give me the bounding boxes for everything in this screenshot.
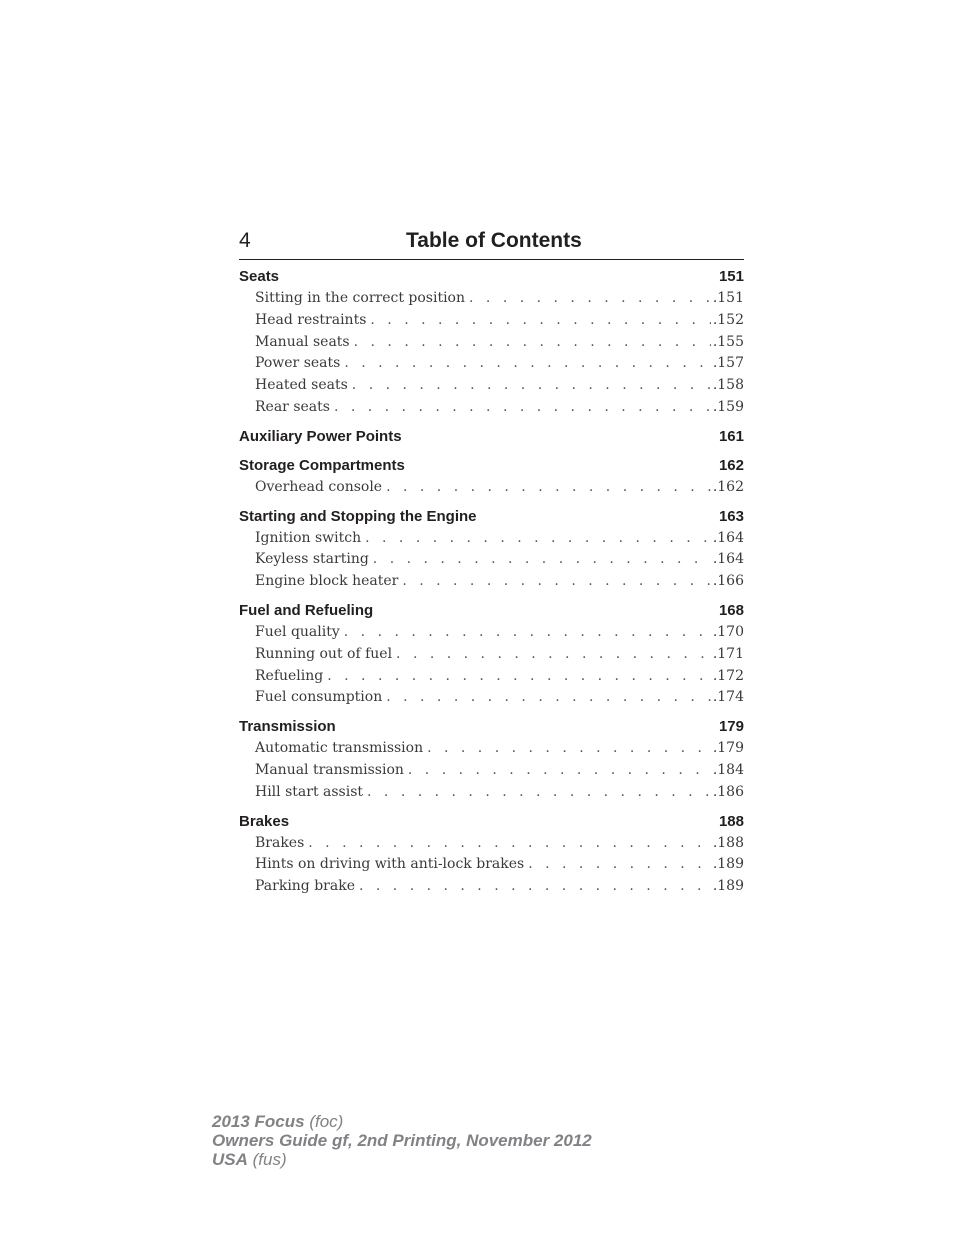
- entry-page-number: .189: [712, 856, 744, 873]
- entry-label: Fuel consumption: [255, 689, 383, 706]
- section-title: Starting and Stopping the Engine: [239, 507, 477, 525]
- section-page-number: 162: [718, 456, 744, 474]
- section-heading[interactable]: [239, 600, 744, 622]
- entry-label: Overhead console: [255, 478, 383, 495]
- entry-page-number: .162: [712, 478, 744, 495]
- dot-leader: [386, 687, 711, 709]
- dot-leader: [367, 782, 711, 804]
- entry-page-number: .186: [712, 783, 744, 800]
- toc-entry[interactable]: [239, 833, 744, 855]
- toc-entry[interactable]: [239, 528, 744, 550]
- entry-page-number: .158: [712, 377, 744, 394]
- section-page-number: 151: [718, 268, 744, 285]
- toc-entry[interactable]: [239, 738, 744, 760]
- toc-entry[interactable]: [239, 876, 744, 898]
- toc-section: [239, 506, 744, 593]
- dot-leader: [354, 332, 711, 354]
- toc-entry[interactable]: [239, 760, 744, 782]
- entry-label: Running out of fuel: [255, 645, 393, 662]
- entry-label: Fuel quality: [255, 623, 340, 640]
- toc-entry[interactable]: [239, 644, 744, 666]
- dot-leader: [344, 622, 711, 644]
- dot-leader: [427, 738, 711, 760]
- entry-page-number: .188: [712, 834, 744, 851]
- toc-entry[interactable]: [239, 310, 744, 332]
- entry-page-number: .164: [712, 529, 744, 546]
- entry-label: Brakes: [255, 834, 305, 851]
- toc-entry[interactable]: [239, 353, 744, 375]
- entry-page-number: .157: [712, 355, 744, 372]
- dot-leader: [408, 760, 711, 782]
- footer-model: 2013 Focus: [212, 1112, 305, 1131]
- entry-label: Rear seats: [255, 398, 330, 415]
- dot-leader: [402, 571, 711, 593]
- toc-entry[interactable]: [239, 687, 744, 709]
- entry-page-number: .170: [712, 623, 744, 640]
- section-heading[interactable]: [239, 426, 744, 448]
- section-page-number: 163: [718, 507, 744, 525]
- dot-leader: [370, 310, 710, 332]
- page-title: Table of Contents: [406, 229, 582, 252]
- entry-label: Keyless starting: [255, 551, 369, 568]
- footer: [212, 1112, 592, 1169]
- entry-page-number: .166: [712, 573, 744, 590]
- section-page-number: 179: [718, 718, 744, 736]
- dot-leader: [344, 353, 711, 375]
- entry-page-number: .171: [712, 645, 744, 662]
- toc-section: [239, 600, 744, 709]
- toc-entry[interactable]: [239, 375, 744, 397]
- toc-entry[interactable]: [239, 549, 744, 571]
- section-page-number: 168: [718, 601, 744, 619]
- section-page-number: 161: [718, 427, 744, 445]
- page-header: [239, 228, 744, 260]
- footer-market-code: (fus): [252, 1150, 287, 1169]
- toc-section: [239, 811, 744, 898]
- entry-page-number: .159: [712, 398, 744, 415]
- entry-label: Power seats: [255, 355, 341, 372]
- toc-entry[interactable]: [239, 288, 744, 310]
- section-title: Transmission: [239, 718, 336, 736]
- footer-market-line: [212, 1150, 592, 1169]
- entry-label: Parking brake: [255, 878, 355, 895]
- section-title: Seats: [239, 268, 280, 285]
- dot-leader: [352, 375, 711, 397]
- toc-entry[interactable]: [239, 397, 744, 419]
- dot-leader: [373, 549, 711, 571]
- entry-page-number: .184: [712, 761, 744, 778]
- dot-leader: [469, 288, 711, 310]
- entry-page-number: .179: [712, 740, 744, 757]
- footer-model-code: (foc): [309, 1112, 344, 1131]
- entry-label: Hints on driving with anti-lock brakes: [255, 856, 525, 873]
- entry-page-number: .155: [712, 333, 744, 350]
- entry-label: Refueling: [255, 667, 324, 684]
- section-title: Brakes: [239, 812, 290, 830]
- dot-leader: [334, 397, 711, 419]
- entry-label: Ignition switch: [255, 529, 362, 546]
- footer-model-line: [212, 1112, 592, 1131]
- dot-leader: [528, 854, 711, 876]
- entry-label: Hill start assist: [255, 783, 364, 800]
- toc-entry[interactable]: [239, 332, 744, 354]
- toc-section: [239, 266, 744, 419]
- entry-label: Engine block heater: [255, 573, 399, 590]
- toc-entry[interactable]: [239, 782, 744, 804]
- section-title: Auxiliary Power Points: [239, 427, 402, 445]
- entry-page-number: .151: [712, 290, 744, 306]
- entry-label: Manual seats: [255, 333, 350, 350]
- section-heading[interactable]: [239, 266, 744, 288]
- toc-section: [239, 716, 744, 803]
- toc-entry[interactable]: [239, 477, 744, 499]
- toc-entry[interactable]: [239, 622, 744, 644]
- section-title: Storage Compartments: [239, 456, 405, 474]
- toc-section: [239, 455, 744, 499]
- section-heading[interactable]: [239, 506, 744, 528]
- footer-guide-line: [212, 1131, 592, 1150]
- footer-market: USA: [212, 1150, 248, 1169]
- entry-label: Heated seats: [255, 377, 348, 394]
- section-heading[interactable]: [239, 455, 744, 477]
- dot-leader: [308, 833, 711, 855]
- entry-page-number: .172: [712, 667, 744, 684]
- dot-leader: [386, 477, 711, 499]
- section-title: Fuel and Refueling: [239, 601, 374, 619]
- dot-leader: [365, 528, 711, 550]
- dot-leader: [396, 644, 711, 666]
- entry-page-number: .174: [712, 689, 744, 706]
- toc-section: [239, 426, 744, 448]
- entry-page-number: .164: [712, 551, 744, 568]
- page-number: 4: [239, 229, 251, 252]
- entry-label: Head restraints: [255, 311, 367, 328]
- toc-entry[interactable]: [239, 666, 744, 688]
- footer-guide: Owners Guide gf, 2nd Printing, November 2012: [212, 1131, 592, 1150]
- dot-leader: [327, 666, 711, 688]
- entry-page-number: .189: [712, 878, 744, 895]
- entry-label: Sitting in the correct position: [255, 290, 466, 306]
- entry-label: Automatic transmission: [255, 740, 424, 757]
- section-heading[interactable]: [239, 716, 744, 738]
- toc-entry[interactable]: [239, 854, 744, 876]
- section-heading[interactable]: [239, 811, 744, 833]
- dot-leader: [359, 876, 711, 898]
- entry-label: Manual transmission: [255, 761, 404, 778]
- table-of-contents: [239, 266, 744, 905]
- section-page-number: 188: [718, 812, 744, 830]
- entry-page-number: .152: [712, 311, 744, 328]
- toc-entry[interactable]: [239, 571, 744, 593]
